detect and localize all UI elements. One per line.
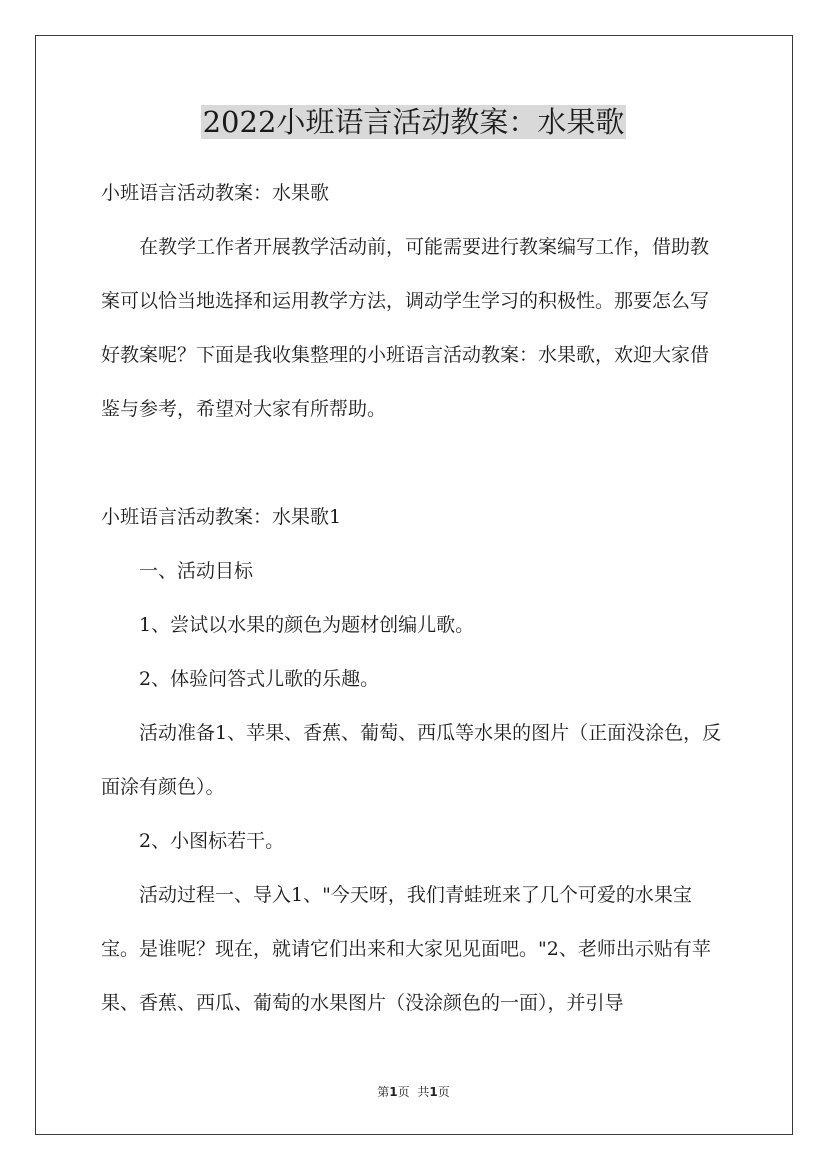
preparation-paragraph: 活动准备1、苹果、香蕉、葡萄、西瓜等水果的图片（正面没涂色，反面涂有颜色）。	[101, 722, 722, 798]
page-footer	[0, 1083, 827, 1100]
activity-goals-heading: 一、活动目标	[139, 560, 254, 582]
lesson-heading: 小班语言活动教案：水果歌1	[101, 506, 342, 528]
goal-item-1: 1、尝试以水果的颜色为题材创编儿歌。	[139, 614, 475, 636]
document-title-text: 2022小班语言活动教案：水果歌	[202, 105, 625, 139]
section-heading: 小班语言活动教案：水果歌	[101, 182, 330, 204]
footer-prefix: 第	[377, 1085, 390, 1099]
preparation-item-2: 2、小图标若干。	[139, 830, 285, 852]
goal-item-2: 2、体验问答式儿歌的乐趣。	[139, 668, 380, 690]
footer-total-pages: 1	[429, 1085, 438, 1099]
process-paragraph: 活动过程一、导入1、"今天呀，我们青蛙班来了几个可爱的水果宝宝。是谁呢？现在，就请它们出来和大家见见面吧。"2、老师出示贴有苹果、香蕉、西瓜、葡萄的水果图片（没涂颜色的一面），并引导	[101, 884, 711, 1014]
footer-total-prefix: 共	[417, 1085, 430, 1099]
document-body	[101, 166, 727, 1030]
footer-page-number: 1	[389, 1085, 398, 1099]
paragraph-spacer	[101, 436, 727, 490]
document-title	[0, 100, 827, 144]
footer-total-suffix: 页	[437, 1085, 450, 1099]
intro-paragraph: 在教学工作者开展教学活动前，可能需要进行教案编写工作，借助教案可以恰当地选择和运用教学方法，调动学生学习的积极性。那要怎么写好教案呢？下面是我收集整理的小班语言活动教案：水果歌，欢迎大家借鉴与参考，希望对大家有所帮助。	[101, 236, 710, 420]
footer-page-suffix: 页	[397, 1085, 410, 1099]
